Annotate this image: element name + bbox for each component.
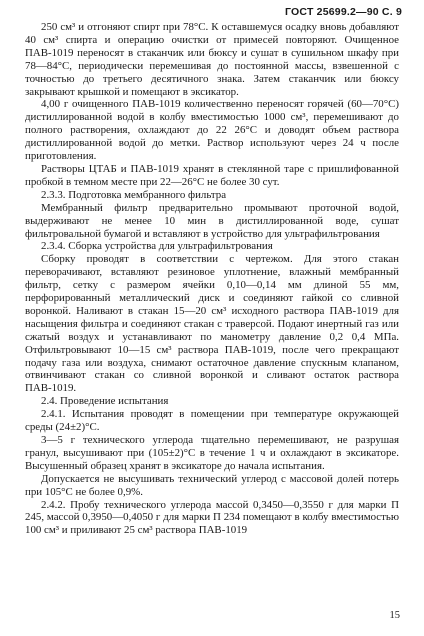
paragraph: Допускается не высушивать технический углерод с массовой долей потерь при 105°С не более 0,9%. [25, 472, 399, 498]
paragraph: 2.4.2. Пробу технического углерода массой 0,3450—0,3550 г для марки П 245, массой 0,3950—0,4050 г для марки П 234 помещают в колбу вместимостью 100 см³ и приливают 25 см³ раствора ПАВ-1019 [25, 498, 399, 537]
section-heading: 2.3.3. Подготовка мембранного фильтра [41, 188, 227, 201]
document-body [25, 21, 399, 537]
paragraph: 3—5 г технического углерода тщательно перемешивают, не разрушая гранул, высушивают при (105±2)°С в течение 1 ч и охлаждают в эксикаторе. Высушенный образец хранят в эксикаторе до начала испытания. [25, 434, 399, 472]
paragraph: 250 см³ и отгоняют спирт при 78°С. К оставшемуся осадку вновь добавляют 40 см³ спирта и операцию очистки от примесей повторяют. Очищенное ПАВ-1019 переносят в стаканчик или бюксу и сушат в сушильном шкафу при 78—84°С, периодически перемешивая до постоянной массы, взвешенной с точностью до третьего десятичного знака. Затем стаканчик или бюксу закрывают крышкой и помещают в эксикатор. [25, 21, 399, 98]
section-heading: 2.4. Проведение испытания [41, 395, 169, 408]
paragraph: Растворы ЦТАБ и ПАВ-1019 хранят в стеклянной таре с пришлифованной пробкой в темном месте при 22—26°С не более 30 сут. [25, 162, 399, 188]
paragraph: 2.4.1. Испытания проводят в помещении при температуре окружающей среды (24±2)°С. [25, 408, 399, 434]
paragraph: Сборку проводят в соответствии с чертежом. Для этого стакан переворачивают, вставляют резиновое уплотнение, влажный мембранный фильтр, сетку с размером ячейки 0,10—0,14 мм длиной 55 мм, перфорированный металлический диск и соединяют гайкой со сливной воронкой. Наливают в стакан 15—20 см³ исходного раствора ПАВ-1019 для насыщения фильтра и соединяют стакан с траверсой. Подают инертный газ или сжатый воздух и устанавливают по манометру давление 0,2 0,4 МПа. Отфильтровывают 10—15 см³ раствора ПАВ-1019, после чего прекращают подачу газа или воздуха, снимают остаточное давление спускным клапаном, отвинчивают стакан со сливной воронкой и сливают остаток раствора ПАВ-1019. [25, 253, 399, 395]
paragraph: Мембранный фильтр предварительно промывают проточной водой, выдерживают не менее 10 мин в дистиллированной воде, сушат фильтровальной бумагой и вставляют в устройство для ультрафильтрования [25, 201, 399, 240]
page-number: 15 [389, 610, 400, 621]
page-header: ГОСТ 25699.2—90 С. 9 [285, 6, 402, 18]
paragraph: 4,00 г очищенного ПАВ-1019 количественно переносят горячей (60—70°С) дистиллированной водой в колбу вместимостью 1000 см³, перемешивают до полного растворения, охлаждают до 22 26°С и доводят объем раствора дистиллированной водой до метки. Раствор используют через 24 ч после приготовления. [25, 98, 399, 163]
section-heading: 2.3.4. Сборка устройства для ультрафильтрования [41, 240, 273, 253]
